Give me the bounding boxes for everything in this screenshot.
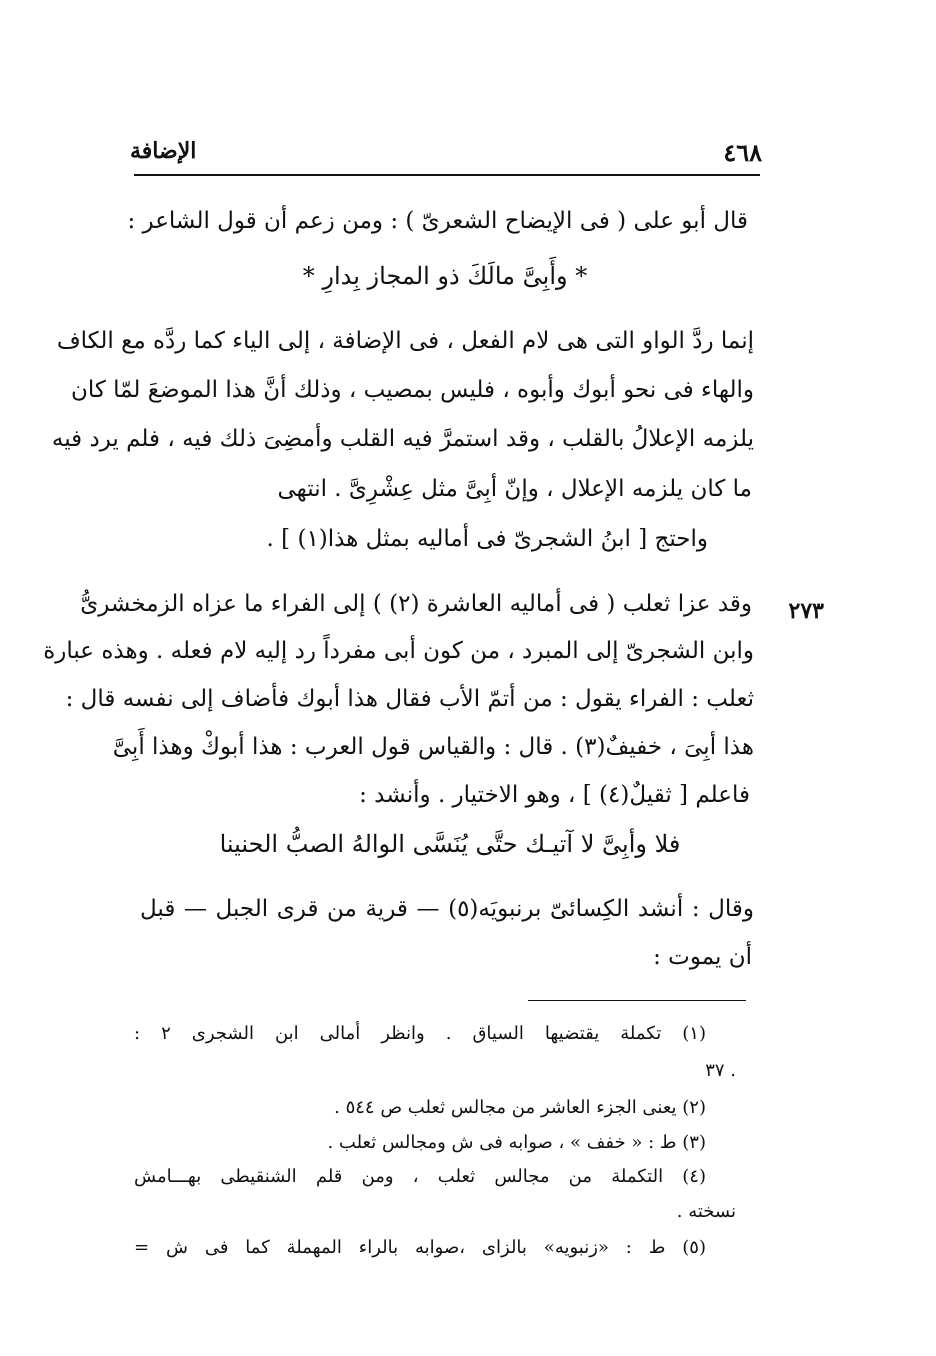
body-line: يلزمه الإعلالُ بالقلب ، وقد استمرَّ فيه القلب وأمضِىَ ذلك فيه ، فلم يرد فيه: [51, 426, 754, 452]
footnote-line: نسخته .: [676, 1201, 736, 1222]
section-title: الإضافة: [130, 138, 197, 164]
body-line: ما كان يلزمه الإعلال ، وإنّ أبِىَّ مثل عِشْرِىَّ . انتهى: [277, 476, 752, 502]
footnote-line: (٢) يعنى الجزء العاشر من مجالس ثعلب ص ٥٤٤ .: [334, 1097, 706, 1118]
footnote-rule: [528, 1000, 746, 1001]
body-line: قال أبو على ( فى الإيضاح الشعرىّ ) : ومن زعم أن قول الشاعر :: [127, 208, 748, 234]
footnote-line: (٣) ط : « خفف » ، صوابه فى ش ومجالس ثعلب .: [327, 1132, 706, 1153]
body-line: ثعلب : الفراء يقول : من أتمّ الأب فقال هذا أبوك فأضاف إلى نفسه قال :: [65, 686, 754, 712]
margin-reference-number: ٢٧٣: [788, 598, 824, 624]
body-line: هذا أبِىَ ، خفيفٌ(٣) . قال : والقياس قول العرب : هذا أبوكْ وهذا أَبِىَّ: [112, 734, 754, 760]
header-rule: [134, 174, 760, 176]
page-number: ٤٦٨: [723, 138, 762, 167]
body-line: واحتج [ ابنُ الشجرىّ فى أماليه بمثل هذا(١) ] .: [266, 526, 708, 552]
verse-line: فلا وأبِىَّ لا آتيـك حتَّى يُنَسَّى الوالهُ الصبُّ الحنينا: [219, 830, 681, 858]
body-line: وابن الشجرىّ إلى المبرد ، من كون أبى مفرداً رد إليه لام فعله . وهذه عبارة: [43, 638, 754, 664]
footnote-line: (٤) التكملة من مجالس ثعلب ، ومن قلم الشنقيطى بهـــامش: [134, 1166, 706, 1187]
body-line: إنما ردَّ الواو التى هى لام الفعل ، فى الإضافة ، إلى الياء كما ردَّه مع الكاف: [56, 328, 754, 354]
body-line: أن يموت :: [653, 944, 752, 970]
footnote-line: (١) تكملة يقتضيها السياق . وانظر أمالى ابن الشجرى ٢ :: [134, 1023, 706, 1044]
footnote-line: . ٣٧: [705, 1060, 736, 1081]
footnote-line: (٥) ط : «زنبويه» بالزاى ،صوابه بالراء المهملة كما فى ش =: [134, 1237, 706, 1258]
body-line: فاعلم [ ثقيلٌ(٤) ] ، وهو الاختيار . وأنشد :: [359, 782, 750, 808]
body-line: وقال : أنشد الكِسائىّ برنبويَه(٥) — قرية من قرى الجبل — قبل: [140, 896, 754, 922]
body-line: وقد عزا ثعلب ( فى أماليه العاشرة (٢) ) إلى الفراء ما عزاه الزمخشرىُّ: [80, 591, 752, 617]
body-line: والهاء فى نحو أبوك وأبوه ، فليس بمصيب ، وذلك أنَّ هذا الموضعَ لمّا كان: [70, 377, 754, 403]
verse-line: * وأَبِىَّ مالَكَ ذو المجاز بِدارِ *: [302, 262, 588, 290]
